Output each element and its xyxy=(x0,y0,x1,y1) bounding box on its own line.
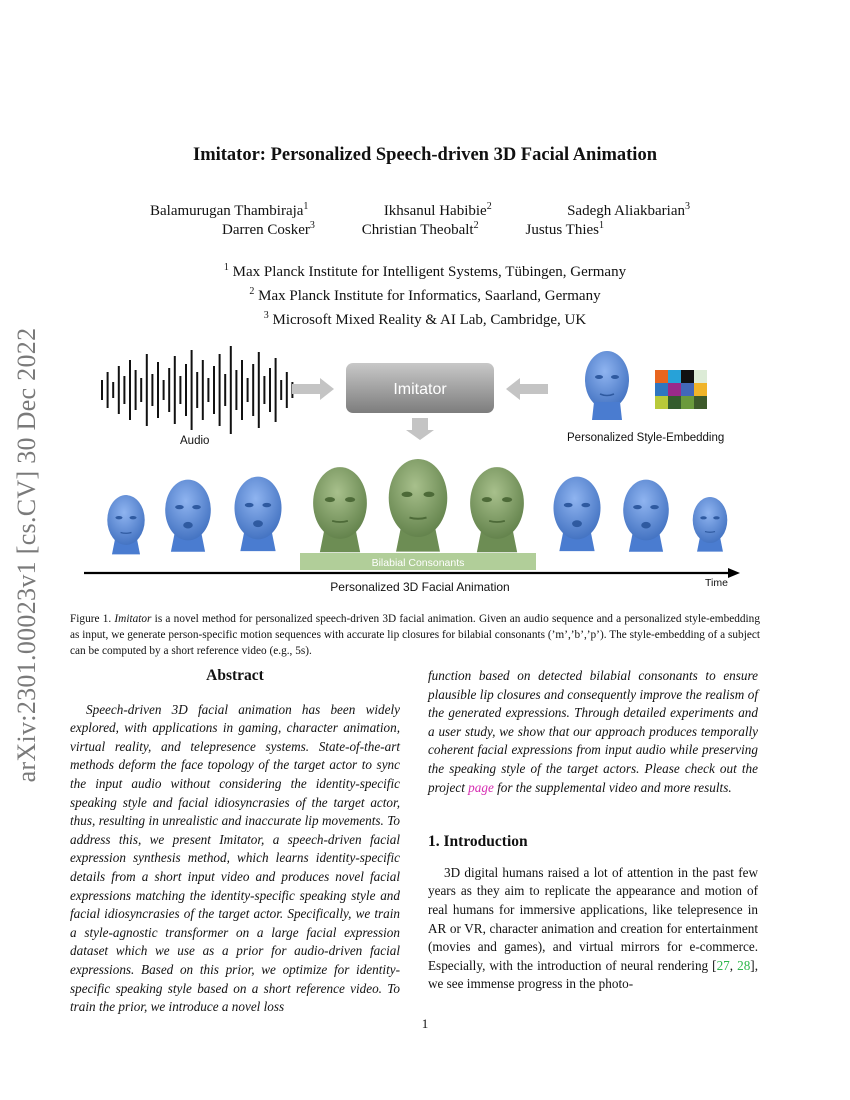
face-head-icon xyxy=(313,467,367,552)
abstract-heading: Abstract xyxy=(206,667,264,684)
author: Balamurugan Thambiraja$^1$ xyxy=(150,201,309,219)
palette-swatch xyxy=(694,396,707,409)
author: Sadegh Aliakbarian$^3$ xyxy=(567,201,690,219)
style-head-icon xyxy=(585,351,629,420)
face-head-icon xyxy=(107,495,144,554)
author: Justus Thies$^1$ xyxy=(525,220,604,238)
palette-swatch xyxy=(668,383,681,396)
style-label: Personalized Style-Embedding xyxy=(567,432,725,444)
teaser-figure xyxy=(80,338,760,600)
right-column xyxy=(428,667,758,994)
affiliation: $^1$ Max Planck Institute for Intelligent Systems, Tübingen, Germany xyxy=(223,262,627,280)
face-head-icon xyxy=(470,467,524,552)
palette-swatch xyxy=(655,370,668,383)
palette-swatch xyxy=(655,396,668,409)
animation-heads xyxy=(107,459,727,554)
citation-link[interactable]: 27 xyxy=(716,957,730,973)
imitator-label: Imitator xyxy=(393,381,447,398)
palette-swatch xyxy=(681,370,694,383)
author: Darren Cosker$^3$ xyxy=(222,220,315,238)
page-number: 1 xyxy=(421,1016,429,1031)
palette-swatch xyxy=(694,383,707,396)
face-head-icon xyxy=(623,480,669,552)
palette-swatch xyxy=(681,383,694,396)
face-head-icon xyxy=(389,459,448,552)
face-head-icon xyxy=(693,497,728,552)
affiliation: $^2$ Max Planck Institute for Informatics, Saarland, Germany xyxy=(249,286,601,304)
face-head-icon xyxy=(165,480,211,552)
bilabial-label: Bilabial Consonants xyxy=(371,557,465,569)
time-label: Time xyxy=(705,577,728,589)
teaser-figure-svg xyxy=(80,338,760,600)
abstract-column xyxy=(70,667,400,1017)
face-head-icon xyxy=(234,477,281,551)
arrow-left-icon xyxy=(506,378,548,400)
affiliation: $^3$ Microsoft Mixed Reality & AI Lab, Cambridge, UK xyxy=(263,310,587,328)
affiliations xyxy=(0,258,850,330)
author: Christian Theobalt$^2$ xyxy=(361,220,479,238)
palette-swatch xyxy=(668,370,681,383)
audio-waveform xyxy=(102,346,292,434)
intro-heading: 1. Introduction xyxy=(428,833,528,851)
time-arrow-icon xyxy=(728,568,740,578)
figure-caption: Figure 1. Imitator is a novel method for personalized speech-driven 3D facial animation. Given an audio sequence and a personalized style-embedding as input, we generate person-specific motion sequences with accurate lip closures for bilabial consonants (’m’,’b’,’p’). The style-embedding of a subject can be computed by a short reference video (e.g., 5s). xyxy=(70,613,760,657)
author: Ikhsanul Habibie$^2$ xyxy=(383,201,492,219)
palette-swatch xyxy=(694,370,707,383)
arrow-down-icon xyxy=(406,418,434,440)
palette-swatch xyxy=(655,383,668,396)
abstract-continued: function based on detected bilabial consonants to ensure plausible lip closures and consequently improve the realism of the generated expressions. Through detailed experiments and a user study, we show that our approach produces temporally coherent facial expressions from input audio while preserving the speaking style of the target actors. Please check out the project page for the supplemental video and more results. xyxy=(428,668,758,795)
face-head-icon xyxy=(553,477,600,551)
arxiv-stamp: arXiv:2301.00023v1 [cs.CV] 30 Dec 2022 xyxy=(12,327,41,783)
palette-swatch xyxy=(681,396,694,409)
citation-link[interactable]: 28 xyxy=(737,957,751,973)
project-page-link[interactable]: page xyxy=(468,779,494,795)
animation-label: Personalized 3D Facial Animation xyxy=(330,580,510,594)
authors-row-2 xyxy=(222,220,604,239)
palette-swatch xyxy=(668,396,681,409)
abstract-text: Speech-driven 3D facial animation has been widely explored, with applications in gaming, character animation, virtual reality, and telepresence systems. State-of-the-art methods deform the face topology of the target actor to sync the input audio without considering the identity-specific speaking style and facial idiosyncrasies of the target actor, thus, resulting in unrealistic and inaccurate lip movements. To address this, we present Imitator, a speech-driven facial expression synthesis method, which learns identity-specific details from a short input video and produces novel facial expressions matching the identity-specific speaking style and facial idiosyncrasies of the target actor. Specifically, we train a style-agnostic transformer on a large facial expression dataset which we use as a prior for audio-driven facial expressions. Based on this prior, we optimize for identity-specific speaking style based on a short reference video. To train the prior, we introduce a novel loss xyxy=(70,701,400,1015)
audio-label: Audio xyxy=(180,435,210,447)
paper-title: Imitator: Personalized Speech-driven 3D Facial Animation xyxy=(193,145,657,165)
authors-row-1 xyxy=(150,201,690,220)
intro-text: 3D digital humans raised a lot of attention in the past few years as they aim to replicate the appearance and motion of real humans for immersive applications, like telepresence in AR or VR, character animation and creation for entertainment (movies and games), and virtual mirrors for e-commerce. Especially, with the introduction of neural rendering [27, 28], we see immense progress in the photo- xyxy=(428,864,758,992)
style-embedding-palette xyxy=(655,370,707,409)
arrow-right-icon xyxy=(292,378,334,400)
